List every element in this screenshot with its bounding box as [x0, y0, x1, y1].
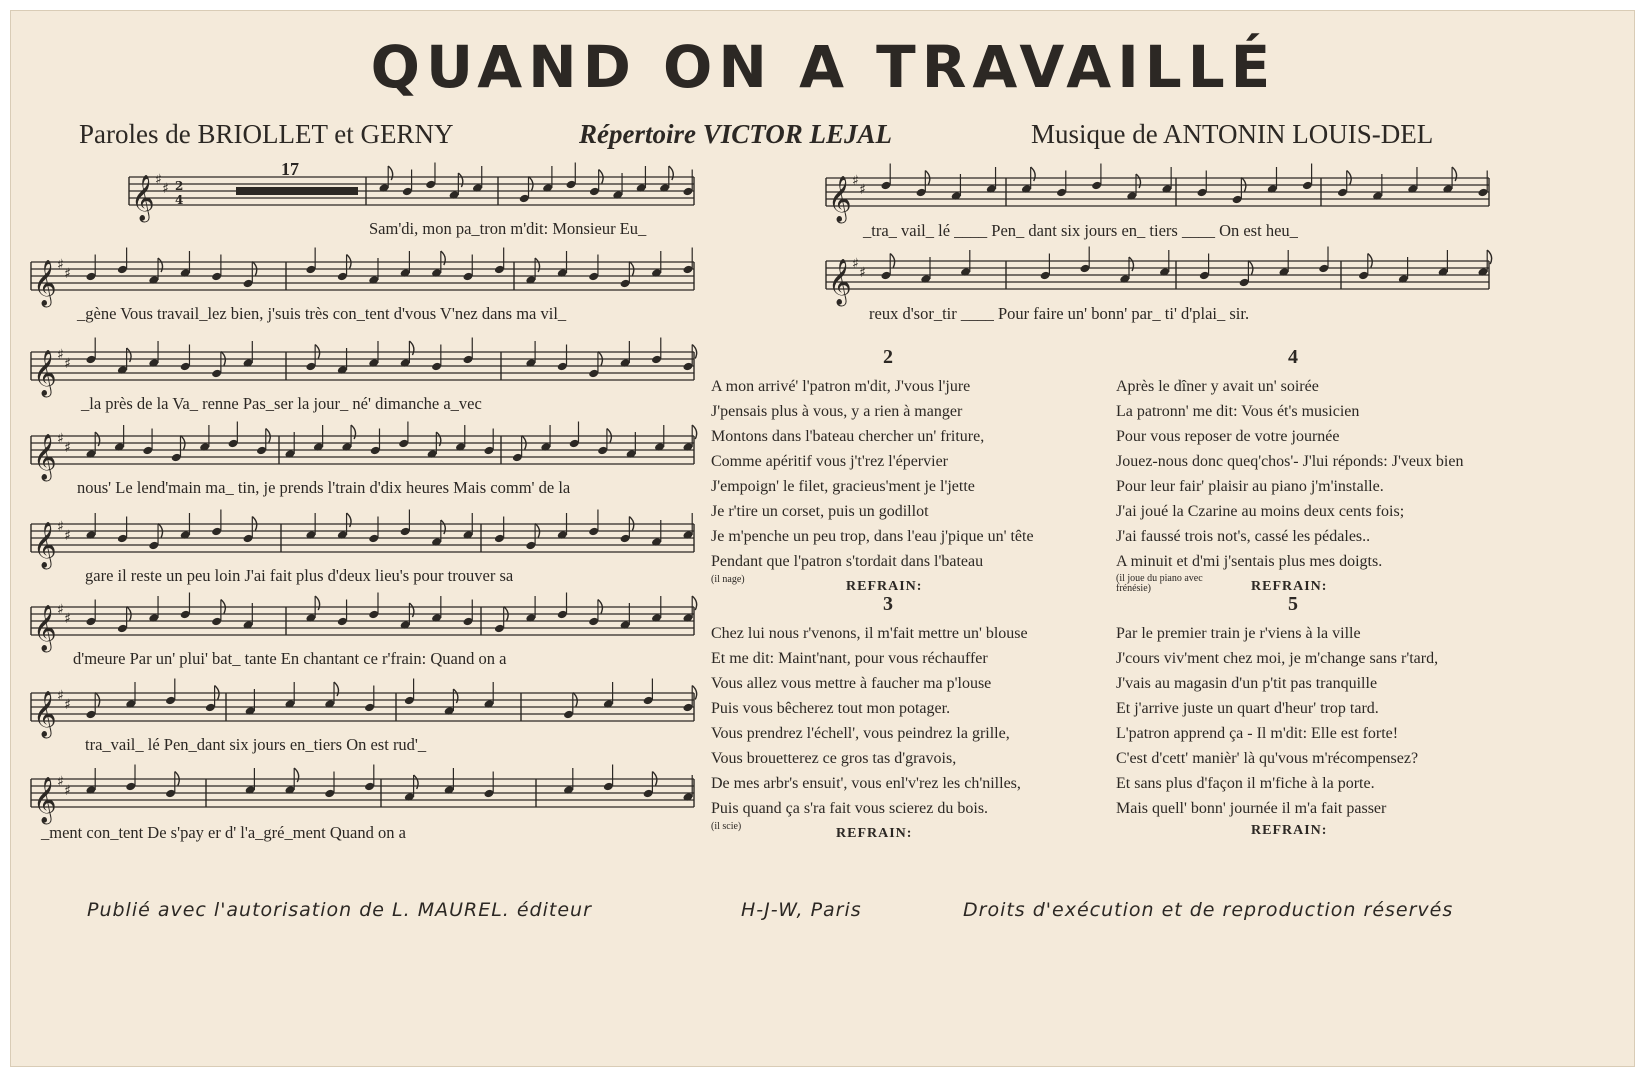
verse-line: Vous prendrez l'échell', vous peindrez la grille, — [711, 725, 1010, 742]
stage-direction: (il scie) — [711, 821, 742, 832]
sharp-icon: ♯ — [57, 602, 64, 618]
verse-line: Et me dit: Maint'nant, pour vous réchauffer — [711, 650, 988, 667]
verse-line: Chez lui nous r'venons, il m'fait mettre un' blouse — [711, 625, 1028, 642]
note-flag — [127, 348, 131, 362]
treble-clef-icon: 𝄞 — [828, 259, 852, 305]
note-flag — [458, 173, 462, 187]
treble-clef-icon: 𝄞 — [33, 350, 57, 396]
verse-line: De mes arbr's ensuit', vous enl'v'rez les ch'nilles, — [711, 775, 1021, 792]
verse-line: Je r'tire un corset, puis un godillot — [711, 503, 929, 520]
verse-line: La patronn' me dit: Vous ét's musicien — [1116, 403, 1360, 420]
lyric-line-7: tra_vail_ lé Pen_dant six jours en_tiers On est rud'_ — [85, 735, 427, 754]
note-flag — [1129, 257, 1133, 271]
treble-clef-icon: 𝄞 — [33, 777, 57, 823]
lyric-line-5: gare il reste un peu loin J'ai fait plus d'deux lieu's pour trouver sa — [85, 566, 514, 585]
lyric-line-6: d'meure Par un' plui' bat_ tante En chantant ce r'frain: Quand on a — [73, 649, 507, 668]
time-signature: 4 — [175, 193, 184, 207]
note-flag — [158, 258, 162, 272]
note-flag — [409, 341, 413, 355]
verse-number: 3 — [883, 593, 893, 615]
refrain-label: REFRAIN: — [836, 826, 913, 841]
note-flag — [95, 432, 99, 446]
treble-clef-icon: 𝄞 — [33, 260, 57, 306]
sharp-icon: ♯ — [57, 688, 64, 704]
sharp-icon: ♯ — [57, 257, 64, 273]
treble-clef-icon: 𝄞 — [33, 522, 57, 568]
verse-line: Pour leur fair' plaisir au piano j'm'installe. — [1116, 478, 1384, 495]
verse-number: 4 — [1288, 346, 1298, 368]
sharp-icon: ♯ — [852, 256, 859, 272]
music-credit: Musique de ANTONIN LOUIS-DEL — [1031, 119, 1434, 149]
note-flag — [1136, 174, 1140, 188]
sharp-icon: ♯ — [64, 783, 71, 799]
sharp-icon: ♯ — [155, 172, 162, 188]
sharp-icon: ♯ — [852, 173, 859, 189]
verse-5 — [1116, 593, 1626, 843]
sharp-icon: ♯ — [859, 265, 866, 281]
verse-line: Pour vous reposer de votre journée — [1116, 428, 1340, 445]
note-flag — [436, 432, 440, 446]
stage-direction: (il nage) — [711, 574, 745, 585]
verse-3 — [711, 593, 1111, 843]
sharp-icon: ♯ — [57, 431, 64, 447]
lyric-line-3: _la près de la Va_ renne Pas_ser la jour_ né' dimanche a_vec — [81, 394, 482, 413]
sharp-icon: ♯ — [57, 519, 64, 535]
verse-line: Mais quell' bonn' journée il m'a fait passer — [1116, 800, 1387, 817]
time-signature: 2 — [175, 179, 184, 193]
sharp-icon: ♯ — [64, 697, 71, 713]
verse-4 — [1116, 346, 1626, 606]
verse-line: Vous allez vous mettre à faucher ma p'louse — [711, 675, 992, 692]
sharp-icon: ♯ — [64, 440, 71, 456]
verse-line: Vous brouetterez ce gros tas d'gravois, — [711, 750, 957, 767]
verse-line: Pendant que l'patron s'tordait dans l'bateau — [711, 553, 984, 570]
verse-line: Je m'penche un peu trop, dans l'eau j'pique un' tête — [711, 528, 1034, 545]
note-flag — [351, 425, 355, 439]
postcard — [10, 10, 1635, 1067]
note-flag — [1452, 167, 1456, 181]
sharp-icon: ♯ — [162, 181, 169, 197]
verse-line: Jouez-nous donc queq'chos'- J'lui réponds: J'veux bien — [1116, 453, 1464, 470]
sharp-icon: ♯ — [64, 528, 71, 544]
lyric-line-2: _gène Vous travail_lez bien, j'suis très con_tent d'vous V'nez dans ma vil_ — [77, 304, 567, 323]
treble-clef-icon: 𝄞 — [33, 691, 57, 737]
repertoire-credit: Répertoire VICTOR LEJAL — [579, 119, 893, 149]
refrain-label: REFRAIN: — [846, 579, 923, 594]
verse-line: Après le dîner y avait un' soirée — [1116, 378, 1319, 395]
note-flag — [1031, 167, 1035, 181]
refrain-label: REFRAIN: — [1251, 579, 1328, 594]
note-flag — [409, 603, 413, 617]
verse-number: 5 — [1288, 593, 1298, 615]
verse-line: A minuit et d'mi j'sentais plus mes doigts. — [1116, 553, 1383, 570]
verse-number: 2 — [883, 346, 893, 368]
verse-line: J'pensais plus à vous, y a rien à manger — [711, 403, 963, 420]
verse-line: J'empoign' le filet, gracieus'ment je l'jette — [711, 478, 975, 495]
rights-notice: Droits d'exécution et de reproduction réservés — [963, 899, 1454, 921]
treble-clef-icon: 𝄞 — [828, 176, 852, 222]
verse-2 — [711, 346, 1111, 606]
verse-line: J'ai joué la Czarine au moins deux cents fois; — [1116, 503, 1405, 520]
verse-line: Puis vous bêcherez tout mon potager. — [711, 700, 951, 717]
note-flag — [294, 768, 298, 782]
note-flag — [535, 258, 539, 272]
verse-line: Comme apéritif vous j't'rez l'épervier — [711, 453, 949, 470]
measure-number: 17 — [281, 159, 299, 179]
sharp-icon: ♯ — [57, 347, 64, 363]
verse-line: J'cours viv'ment chez moi, je m'change sans r'tard, — [1116, 650, 1439, 667]
lyric-line-1: Sam'di, mon pa_tron m'dit: Monsieur Eu_ — [369, 219, 647, 238]
stage-direction: (il joue du piano avec frénésie) — [1116, 573, 1203, 594]
publisher-notice: Publié avec l'autorisation de L. MAUREL. éditeur — [87, 899, 592, 921]
treble-clef-icon: 𝄞 — [33, 434, 57, 480]
song-title: QUAND ON A TRAVAILLÉ — [370, 33, 1277, 101]
treble-clef-icon: 𝄞 — [131, 175, 155, 221]
verse-line: Et sans plus d'façon il m'fiche à la porte. — [1116, 775, 1375, 792]
note-flag — [441, 520, 445, 534]
note-flag — [669, 166, 673, 180]
sharp-icon: ♯ — [57, 774, 64, 790]
printer-notice: H-J-W, Paris — [741, 899, 862, 921]
note-flag — [441, 251, 445, 265]
refrain-label: REFRAIN: — [1251, 823, 1328, 838]
verse-line: Puis quand ça s'ra fait vous scierez du bois. — [711, 800, 989, 817]
lyric-line-8: _ment con_tent De s'pay er d' l'a_gré_ment Quand on a — [41, 823, 406, 842]
lyric-line-right-1: _tra_ vail_ lé ____ Pen_ dant six jours en_ tiers ____ On est heu_ — [863, 221, 1298, 240]
verse-line: J'ai faussé trois not's, cassé les pédales.. — [1116, 528, 1371, 545]
verse-line: C'est d'cett' manièr' là qu'vous m'récompensez? — [1116, 750, 1419, 767]
verse-line: Par le premier train je r'viens à la ville — [1116, 625, 1361, 642]
sharp-icon: ♯ — [859, 182, 866, 198]
verse-line: A mon arrivé' l'patron m'dit, J'vous l'jure — [711, 378, 971, 395]
multi-measure-rest — [236, 187, 358, 195]
verse-line: L'patron apprend ça - Il m'dit: Elle est forte! — [1116, 725, 1399, 742]
verse-line: Montons dans l'bateau chercher un' friture, — [711, 428, 985, 445]
sharp-icon: ♯ — [64, 611, 71, 627]
sharp-icon: ♯ — [64, 356, 71, 372]
sharp-icon: ♯ — [64, 266, 71, 282]
note-flag — [347, 513, 351, 527]
note-flag — [453, 689, 457, 703]
verse-line: Et j'arrive juste un quart d'heur' trop tard. — [1116, 700, 1379, 717]
note-flag — [414, 775, 418, 789]
treble-clef-icon: 𝄞 — [33, 605, 57, 651]
note-flag — [388, 166, 392, 180]
lyric-line-right-2: reux d'sor_tir ____ Pour faire un' bonn' par_ ti' d'plai_ sir. — [869, 304, 1250, 323]
note-flag — [315, 596, 319, 610]
note-flag — [334, 682, 338, 696]
lyric-line-4: nous' Le lend'main ma_ tin, je prends l'train d'dix heures Mais comm' de la — [77, 478, 571, 497]
verse-line: J'vais au magasin d'un p'tit pas tranquille — [1116, 675, 1378, 692]
lyrics-credit: Paroles de BRIOLLET et GERNY — [79, 119, 454, 149]
